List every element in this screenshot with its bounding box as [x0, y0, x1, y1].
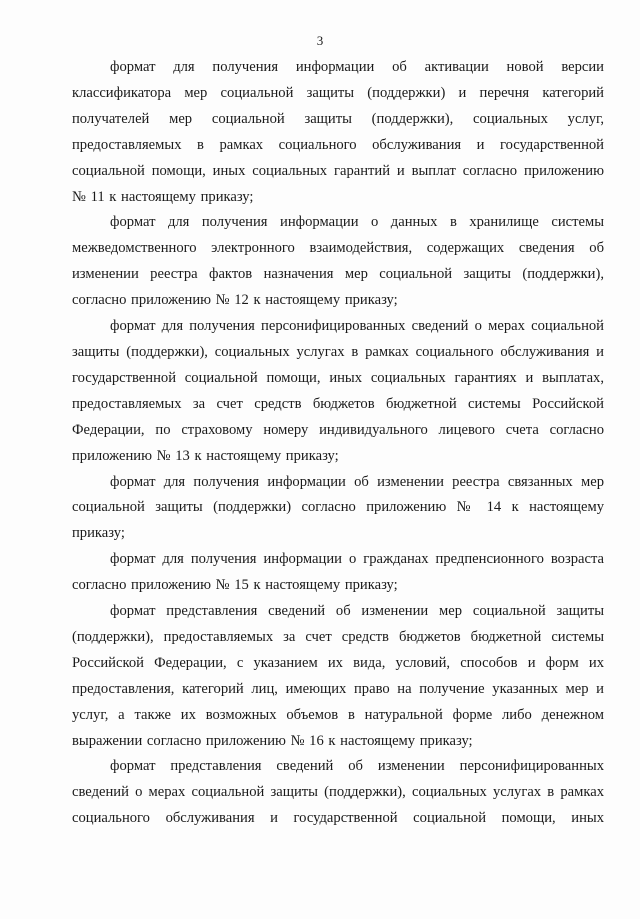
document-body — [72, 55, 604, 832]
paragraph-appendix-14: формат для получения информации об изменении реестра связанных мер социальной защиты (поддержки) согласно приложению № 14 к настоящему приказу; — [72, 473, 604, 542]
page-number: 3 — [316, 33, 324, 48]
paragraph-appendix-12: формат для получения информации о данных в хранилище системы межведомственного электронного взаимодействия, содержащих сведения об изменении реестра фактов назначения мер социальной защиты (поддержки), согласно приложению № 12 к настоящему приказу; — [72, 214, 604, 309]
paragraph-appendix-16: формат представления сведений об изменении мер социальной защиты (поддержки), предоставляемых за счет средств бюджетов бюджетной системы Российской Федерации, с указанием их вида, условий, способов и форм их предоставления, категорий лиц, имеющих право на получение указанных мер и услуг, а также их возможных объемов в натуральной форме либо денежном выражении согласно приложению № 16 к настоящему приказу; — [72, 603, 604, 749]
paragraph-appendix-15: формат для получения информации о гражданах предпенсионного возраста согласно приложению № 15 к настоящему приказу; — [72, 551, 604, 594]
paragraph-appendix-13: формат для получения персонифицированных сведений о мерах социальной защиты (поддержки), социальных услугах в рамках социального обслуживания и государственной социальной помощи, иных социальных гарантиях и выплатах, предоставляемых за счет средств бюджетов бюджетной системы Российской Федерации, по страховому номеру индивидуального лицевого счета согласно приложению № 13 к настоящему приказу; — [72, 318, 604, 464]
paragraph-appendix-11: формат для получения информации об активации новой версии классификатора мер социальной защиты (поддержки) и перечня категорий получателей мер социальной защиты (поддержки), социальных услуг, предоставляемых в рамках социального обслуживания и государственной социальной помощи, иных социальных гарантий и выплат согласно приложению № 11 к настоящему приказу; — [72, 59, 604, 205]
paragraph-continued: формат представления сведений об изменении персонифицированных сведений о мерах социальной защиты (поддержки), социальных услугах в рамках социального обслуживания и государственной социальной помощи, иных — [72, 758, 604, 827]
